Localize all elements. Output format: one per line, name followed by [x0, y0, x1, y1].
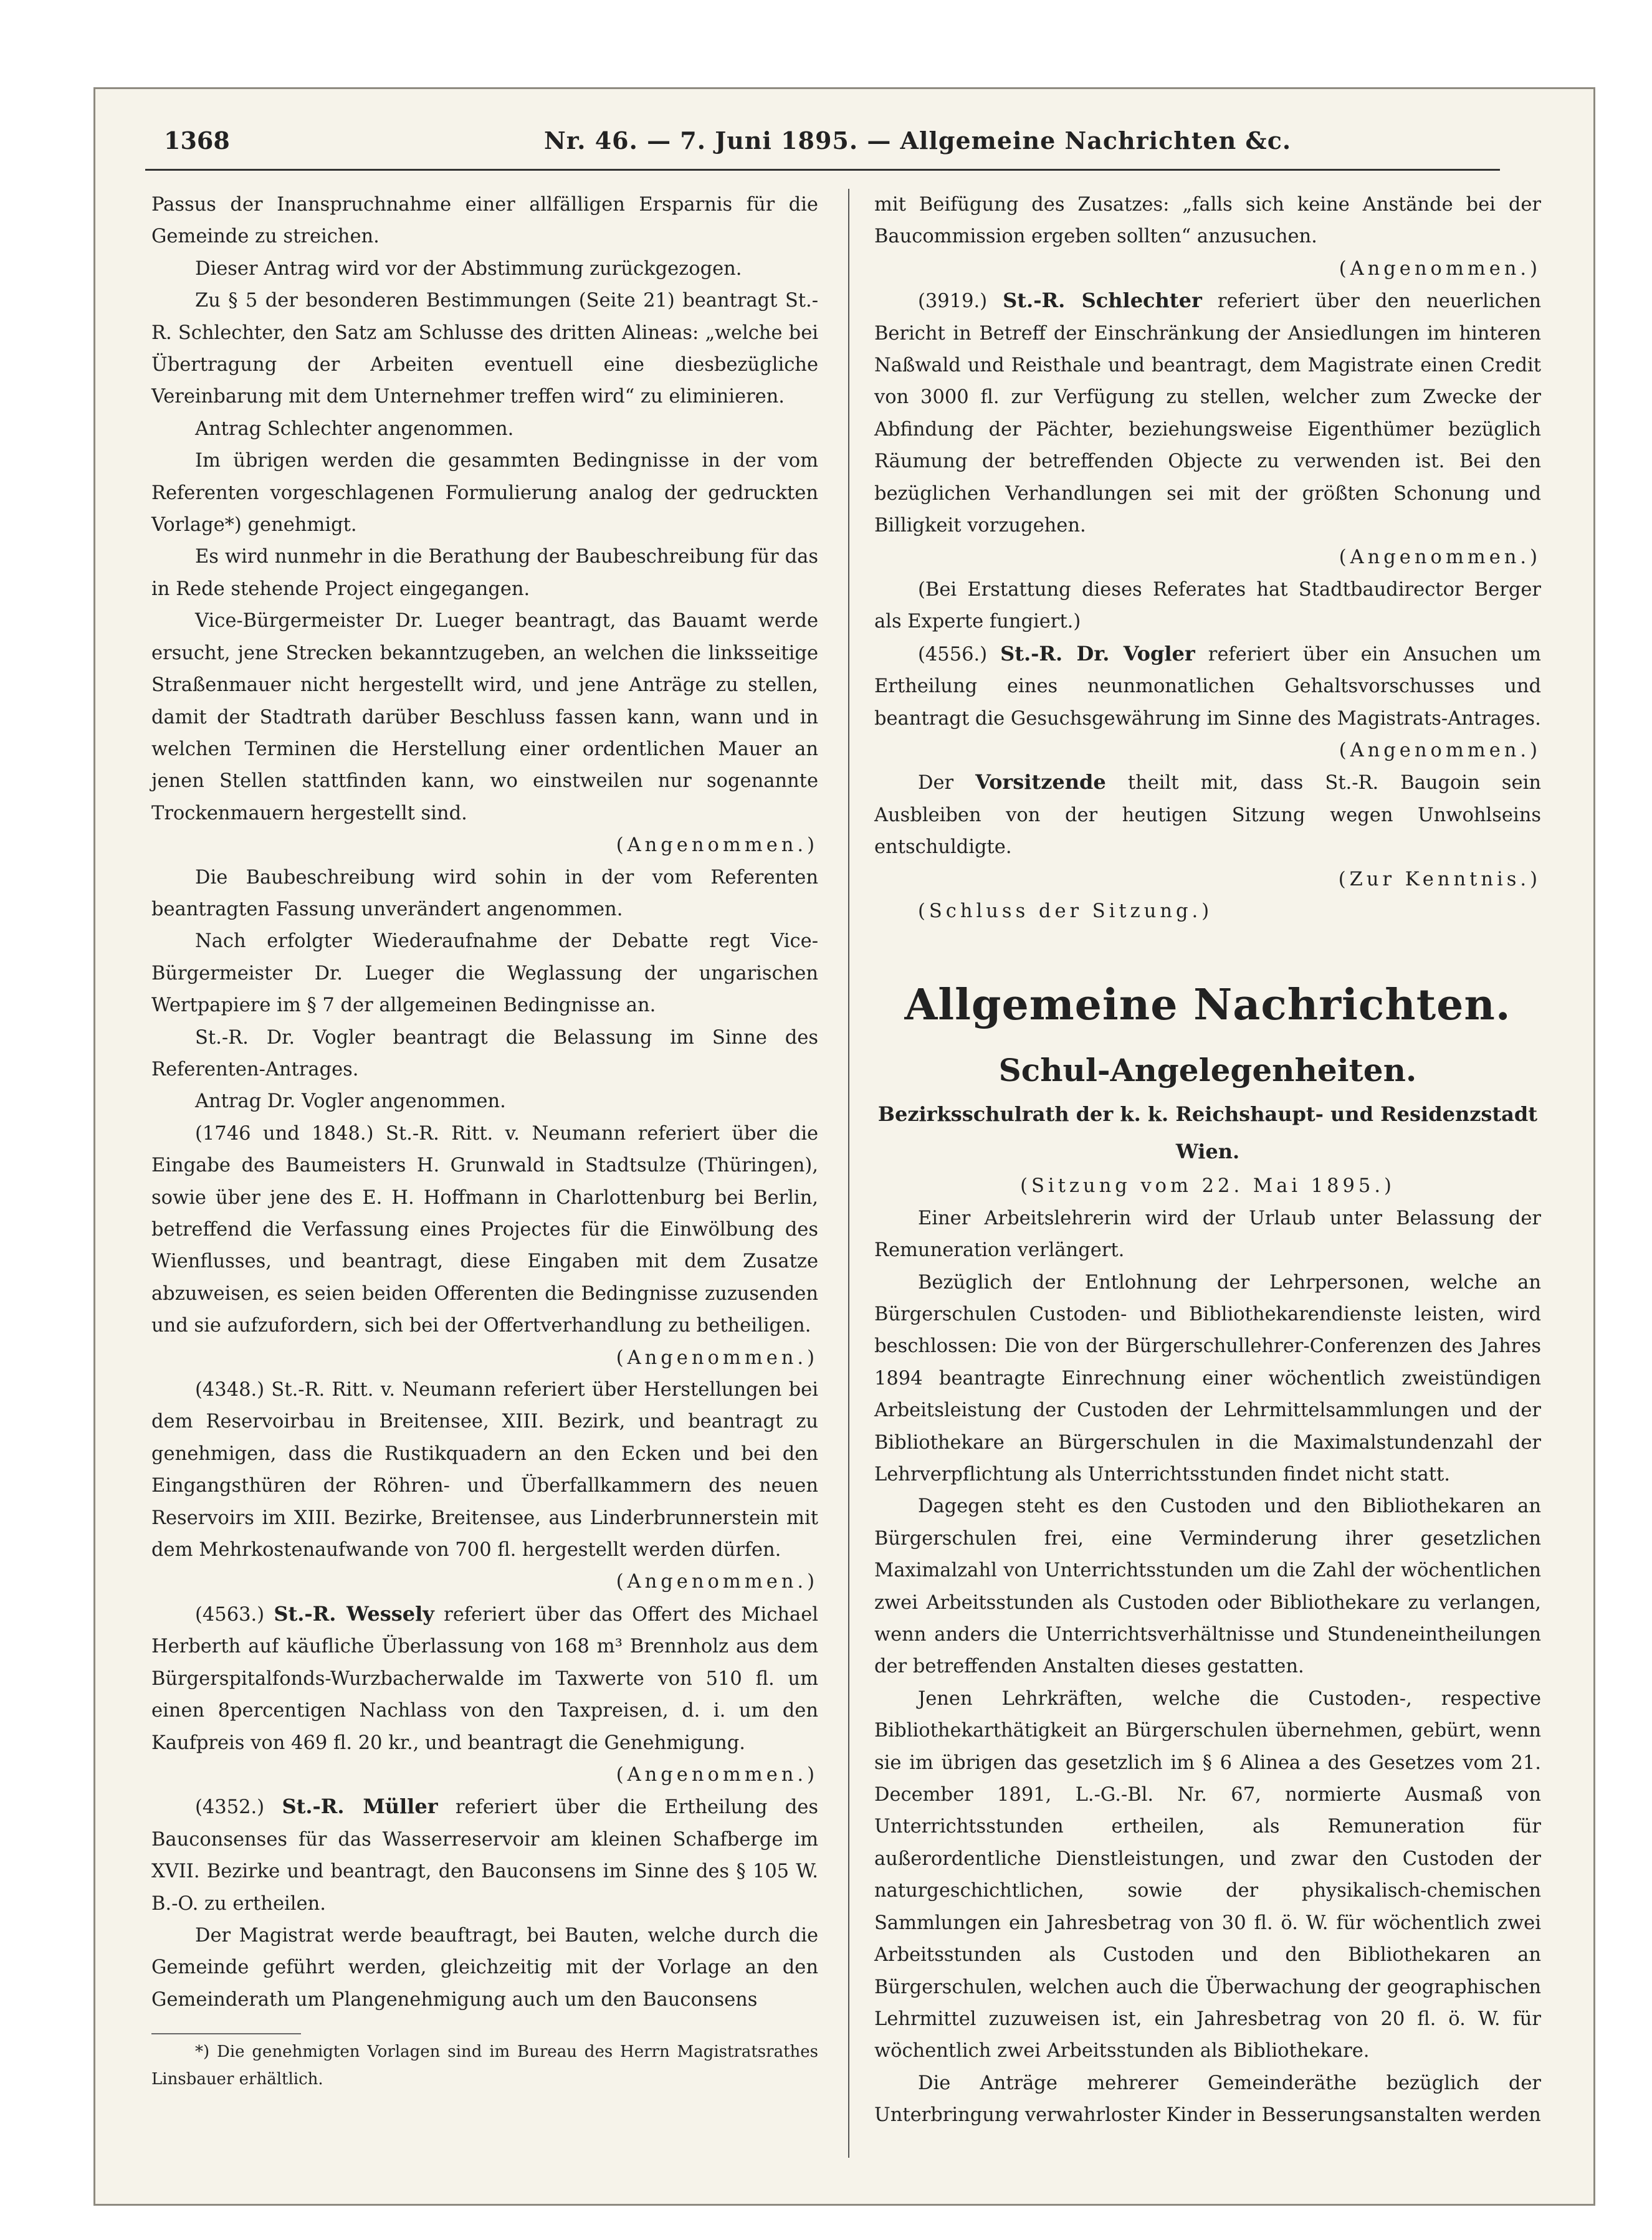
speaker-name: St.-R. Müller — [282, 1794, 438, 1819]
newspaper-page — [93, 87, 1595, 2206]
paragraph — [874, 285, 1541, 541]
paragraph — [151, 1598, 818, 1759]
left-column — [151, 189, 818, 2093]
paragraph: Nach erfolgter Wiederaufnahme der Debatte regt Vice-Bürgermeister Dr. Lueger die Weglassung der ungarischen Wertpapiere im § 7 der allgemeinen Bedingnisse an. — [151, 930, 818, 1017]
paragraph: Es wird nunmehr in die Berathung der Baubeschreibung für das in Rede stehende Project eingegangen. — [151, 546, 818, 600]
resolution-note: (Angenommen.) — [1339, 257, 1541, 280]
subsection-heading: Schul-Angelegenheiten. — [998, 1052, 1417, 1089]
speaker-name: St.-R. Dr. Vogler — [1000, 641, 1195, 665]
session-close-note: (Schluss der Sitzung.) — [918, 900, 1213, 922]
speaker-name: St.-R. Schlechter — [1003, 288, 1202, 313]
file-number: (4352.) — [195, 1796, 265, 1819]
resolution-note: (Angenommen.) — [616, 1571, 818, 1593]
paragraph: Die Anträge mehrerer Gemeinderäthe bezüglich der Unterbringung verwahrloster Kinder in Besserungsanstalten werden — [874, 2072, 1541, 2127]
paragraph-text: referiert über ein Ansuchen um Ertheilung eines neunmonatlichen Gehaltsvorschusses und beantragt die Gesuchsgewährung im Sinne des Magistrats-Antrages. — [874, 643, 1541, 730]
file-number: (4556.) — [918, 643, 988, 665]
paragraph-text: theilt mit, dass St.-R. Baugoin sein Ausbleiben von der heutigen Sitzung wegen Unwohlseins entschuldigte. — [874, 772, 1541, 859]
footnote-rule — [151, 2033, 301, 2034]
paragraph — [874, 766, 1541, 863]
paragraph: Bezüglich der Entlohnung der Lehrpersonen, welche an Bürgerschulen Custoden- und Bibliothekarendienste leisten, wird beschlossen: Die von der Bürgerschullehrer-Conferenzen des Jahres 1894 beantragte Einrechnung einer wöchentlich zweistündigen Arbeitsleistung der Custoden der Lehrmittelsammlungen und der Bibliothekare an Bürgerschulen in die Maximalstundenzahl der Lehrverpflichtung als Unterrichtsstunden findet nicht statt. — [874, 1271, 1541, 1485]
paragraph: Passus der Inanspruchnahme einer allfälligen Ersparnis für die Gemeinde zu streichen. — [151, 194, 818, 248]
page-number: 1368 — [164, 126, 230, 155]
paragraph: Jenen Lehrkräften, welche die Custoden-, respective Bibliothekarthätigkeit an Bürgerschulen übernehmen, gebürt, wenn sie im übrigen das gesetzlich im § 6 Alinea a des Gesetzes vom 21. December 1891, L.-G.-Bl. Nr. 67, normierte Ausmaß von Unterrichtsstunden ertheilen, als Remuneration für außerordentliche Dienstleistungen, und zwar den Custoden der naturgeschichtlichen, sowie der physikalisch-chemischen Sammlungen ein Jahresbetrag von 30 fl. ö. W. für wöchentlich zwei Arbeitsstunden als Custoden und den Bibliothekaren an Bürgerschulen, welchen auch die Überwachung der geographischen Lehrmittel zuzuweisen ist, ein Jahresbetrag von 20 fl. ö. W. für wöchentlich zwei Arbeitsstunden als Bibliothekare. — [874, 1687, 1541, 2062]
resolution-note: (Angenommen.) — [616, 1346, 818, 1369]
right-column — [874, 189, 1541, 2132]
paragraph-text: referiert über die Ertheilung des Bauconsenses für das Wasserreservoir am kleinen Schafberge im XVII. Bezirke und beantragt, den Bauconsens im Sinne des § 105 W. B.-O. zu ertheilen. — [151, 1796, 818, 1915]
paragraph: Im übrigen werden die gesammten Bedingnisse in der vom Referenten vorgeschlagenen Formulierung analog der gedruckten Vorlage*) genehmigt. — [151, 450, 818, 536]
section-heading: Allgemeine Nachrichten. — [904, 980, 1511, 1031]
resolution-note: (Angenommen.) — [616, 1763, 818, 1786]
column-divider — [848, 189, 849, 2158]
resolution-note: (Angenommen.) — [1339, 739, 1541, 761]
running-title: Nr. 46. — 7. Juni 1895. — Allgemeine Nachrichten &c. — [544, 126, 1292, 155]
paragraph: Antrag Schlechter angenommen. — [195, 417, 514, 440]
paragraph-text: referiert über das Offert des Michael Herberth auf käufliche Überlassung von 168 m³ Brennholz aus dem Bürgerspitalfonds-Wurzbacherwalde im Taxwerte von 510 fl. um einen 8percentigen Nachlass von den Taxpreisen, d. i. um den Kaufpreis von 469 fl. 20 kr., und beantragt die Genehmigung. — [151, 1603, 819, 1754]
paragraph: mit Beifügung des Zusatzes: „falls sich keine Anstände bei der Baucommission ergeben sollten“ anzusuchen. — [874, 194, 1541, 248]
paragraph — [874, 638, 1541, 735]
page-header — [145, 126, 1500, 170]
speaker-name: Vorsitzende — [975, 770, 1106, 794]
paragraph: (4348.) St.-R. Ritt. v. Neumann referiert über Herstellungen bei dem Reservoirbau in Breitensee, XIII. Bezirk, und beantragt zu genehmigen, dass die Rustikquadern an den Ecken und bei den Eingangsthüren der Röhren- und Überfallkammern des neuen Reservoirs im XIII. Bezirke, Breitensee, aus Linderbrunnerstein mit dem Mehrkostenaufwande von 700 fl. hergestellt werden dürfen. — [151, 1379, 818, 1561]
resolution-note: (Angenommen.) — [616, 834, 818, 857]
footnote: *) Die genehmigten Vorlagen sind im Bureau des Herrn Magistratsrathes Linsbauer erhältlich. — [151, 2042, 818, 2089]
session-date: (Sitzung vom 22. Mai 1895.) — [1020, 1175, 1395, 1198]
paragraph: Antrag Dr. Vogler angenommen. — [195, 1090, 506, 1113]
paragraph: St.-R. Dr. Vogler beantragt die Belassung im Sinne des Referenten-Antrages. — [151, 1026, 818, 1080]
paragraph: Einer Arbeitslehrerin wird der Urlaub unter Belassung der Remuneration verlängert. — [874, 1207, 1541, 1262]
header-rule — [145, 169, 1500, 171]
resolution-note: (Zur Kenntnis.) — [1338, 868, 1541, 890]
file-number: (4563.) — [195, 1603, 265, 1626]
paragraph: (Bei Erstattung dieses Referates hat Stadtbaudirector Berger als Experte fungiert.) — [874, 578, 1541, 633]
paragraph — [151, 1791, 818, 1920]
paragraph: Der Magistrat werde beauftragt, bei Bauten, welche durch die Gemeinde geführt werden, gleichzeitig mit der Vorlage an den Gemeinderath um Plangenehmigung auch um den Bauconsens — [151, 1924, 818, 2011]
paragraph-text: referiert über den neuerlichen Bericht in Betreff der Einschränkung der Ansiedlungen im hinteren Naßwald und Reisthale und beantragt, dem Magistrate einen Credit von 3000 fl. zur Verfügung zu stellen, welcher zum Zwecke der Abfindung der Pächter, beziehungsweise Eigenthümer bezüglich Räumung der betreffenden Objecte zu verwenden ist. Bei den bezüglichen Verhandlungen sei mit der größten Schonung und Billigkeit vorzugehen. — [874, 290, 1541, 537]
speaker-name: St.-R. Wessely — [274, 1601, 434, 1626]
paragraph: Zu § 5 der besonderen Bestimmungen (Seite 21) beantragt St.-R. Schlechter, den Satz am Schlusse des dritten Alineas: „welche bei Übertragung der Arbeiten eventuell eine diesbezügliche Vereinbarung mit dem Unternehmer treffen wird“ zu eliminieren. — [151, 290, 818, 408]
paragraph: Dagegen steht es den Custoden und den Bibliothekaren an Bürgerschulen frei, eine Verminderung ihrer gesetzlichen Maximalzahl von Unterrichtsstunden um die Zahl der wöchentlichen zwei Arbeitsstunden als Custoden oder Bibliothekare zu verlangen, wenn anders die Unterrichtsverhältnisse und Stundeneintheilungen der betreffenden Anstalten dieses gestatten. — [874, 1495, 1541, 1678]
paragraph: Die Baubeschreibung wird sohin in der vom Referenten beantragten Fassung unverändert angenommen. — [151, 866, 818, 920]
paragraph: Vice-Bürgermeister Dr. Lueger beantragt, das Bauamt werde ersucht, jene Strecken bekanntzugeben, an welchen die linksseitige Straßenmauer nicht hergestellt wird, und jene Anträge zu stellen, damit der Stadtrath darüber Beschluss fassen kann, wann und in welchen Terminen die Herstellung einer ordentlichen Mauer an jenen Stellen stattfinden kann, wo einstweilen nur sogenannte Trockenmauern hergestellt sind. — [151, 610, 818, 824]
file-number: (3919.) — [918, 290, 988, 313]
paragraph-prefix: Der — [918, 772, 954, 794]
paragraph: (1746 und 1848.) St.-R. Ritt. v. Neumann referiert über die Eingabe des Baumeisters H. Grunwald in Stadtsulze (Thüringen), sowie über jene des E. H. Hoffmann in Charlottenburg bei Berlin, betreffend die Verfassung eines Projectes für die Einwölbung des Wienflusses, und beantragt, diese Eingaben mit dem Zusatze abzuweisen, es seien beiden Offerenten die Bedingnisse zuzusenden und sie aufzufordern, sich bei der Offertverhandlung zu betheiligen. — [151, 1122, 818, 1337]
paragraph: Dieser Antrag wird vor der Abstimmung zurückgezogen. — [195, 257, 742, 280]
resolution-note: (Angenommen.) — [1339, 546, 1541, 569]
body-heading: Bezirksschulrath der k. k. Reichshaupt- und Residenzstadt Wien. — [877, 1102, 1538, 1164]
